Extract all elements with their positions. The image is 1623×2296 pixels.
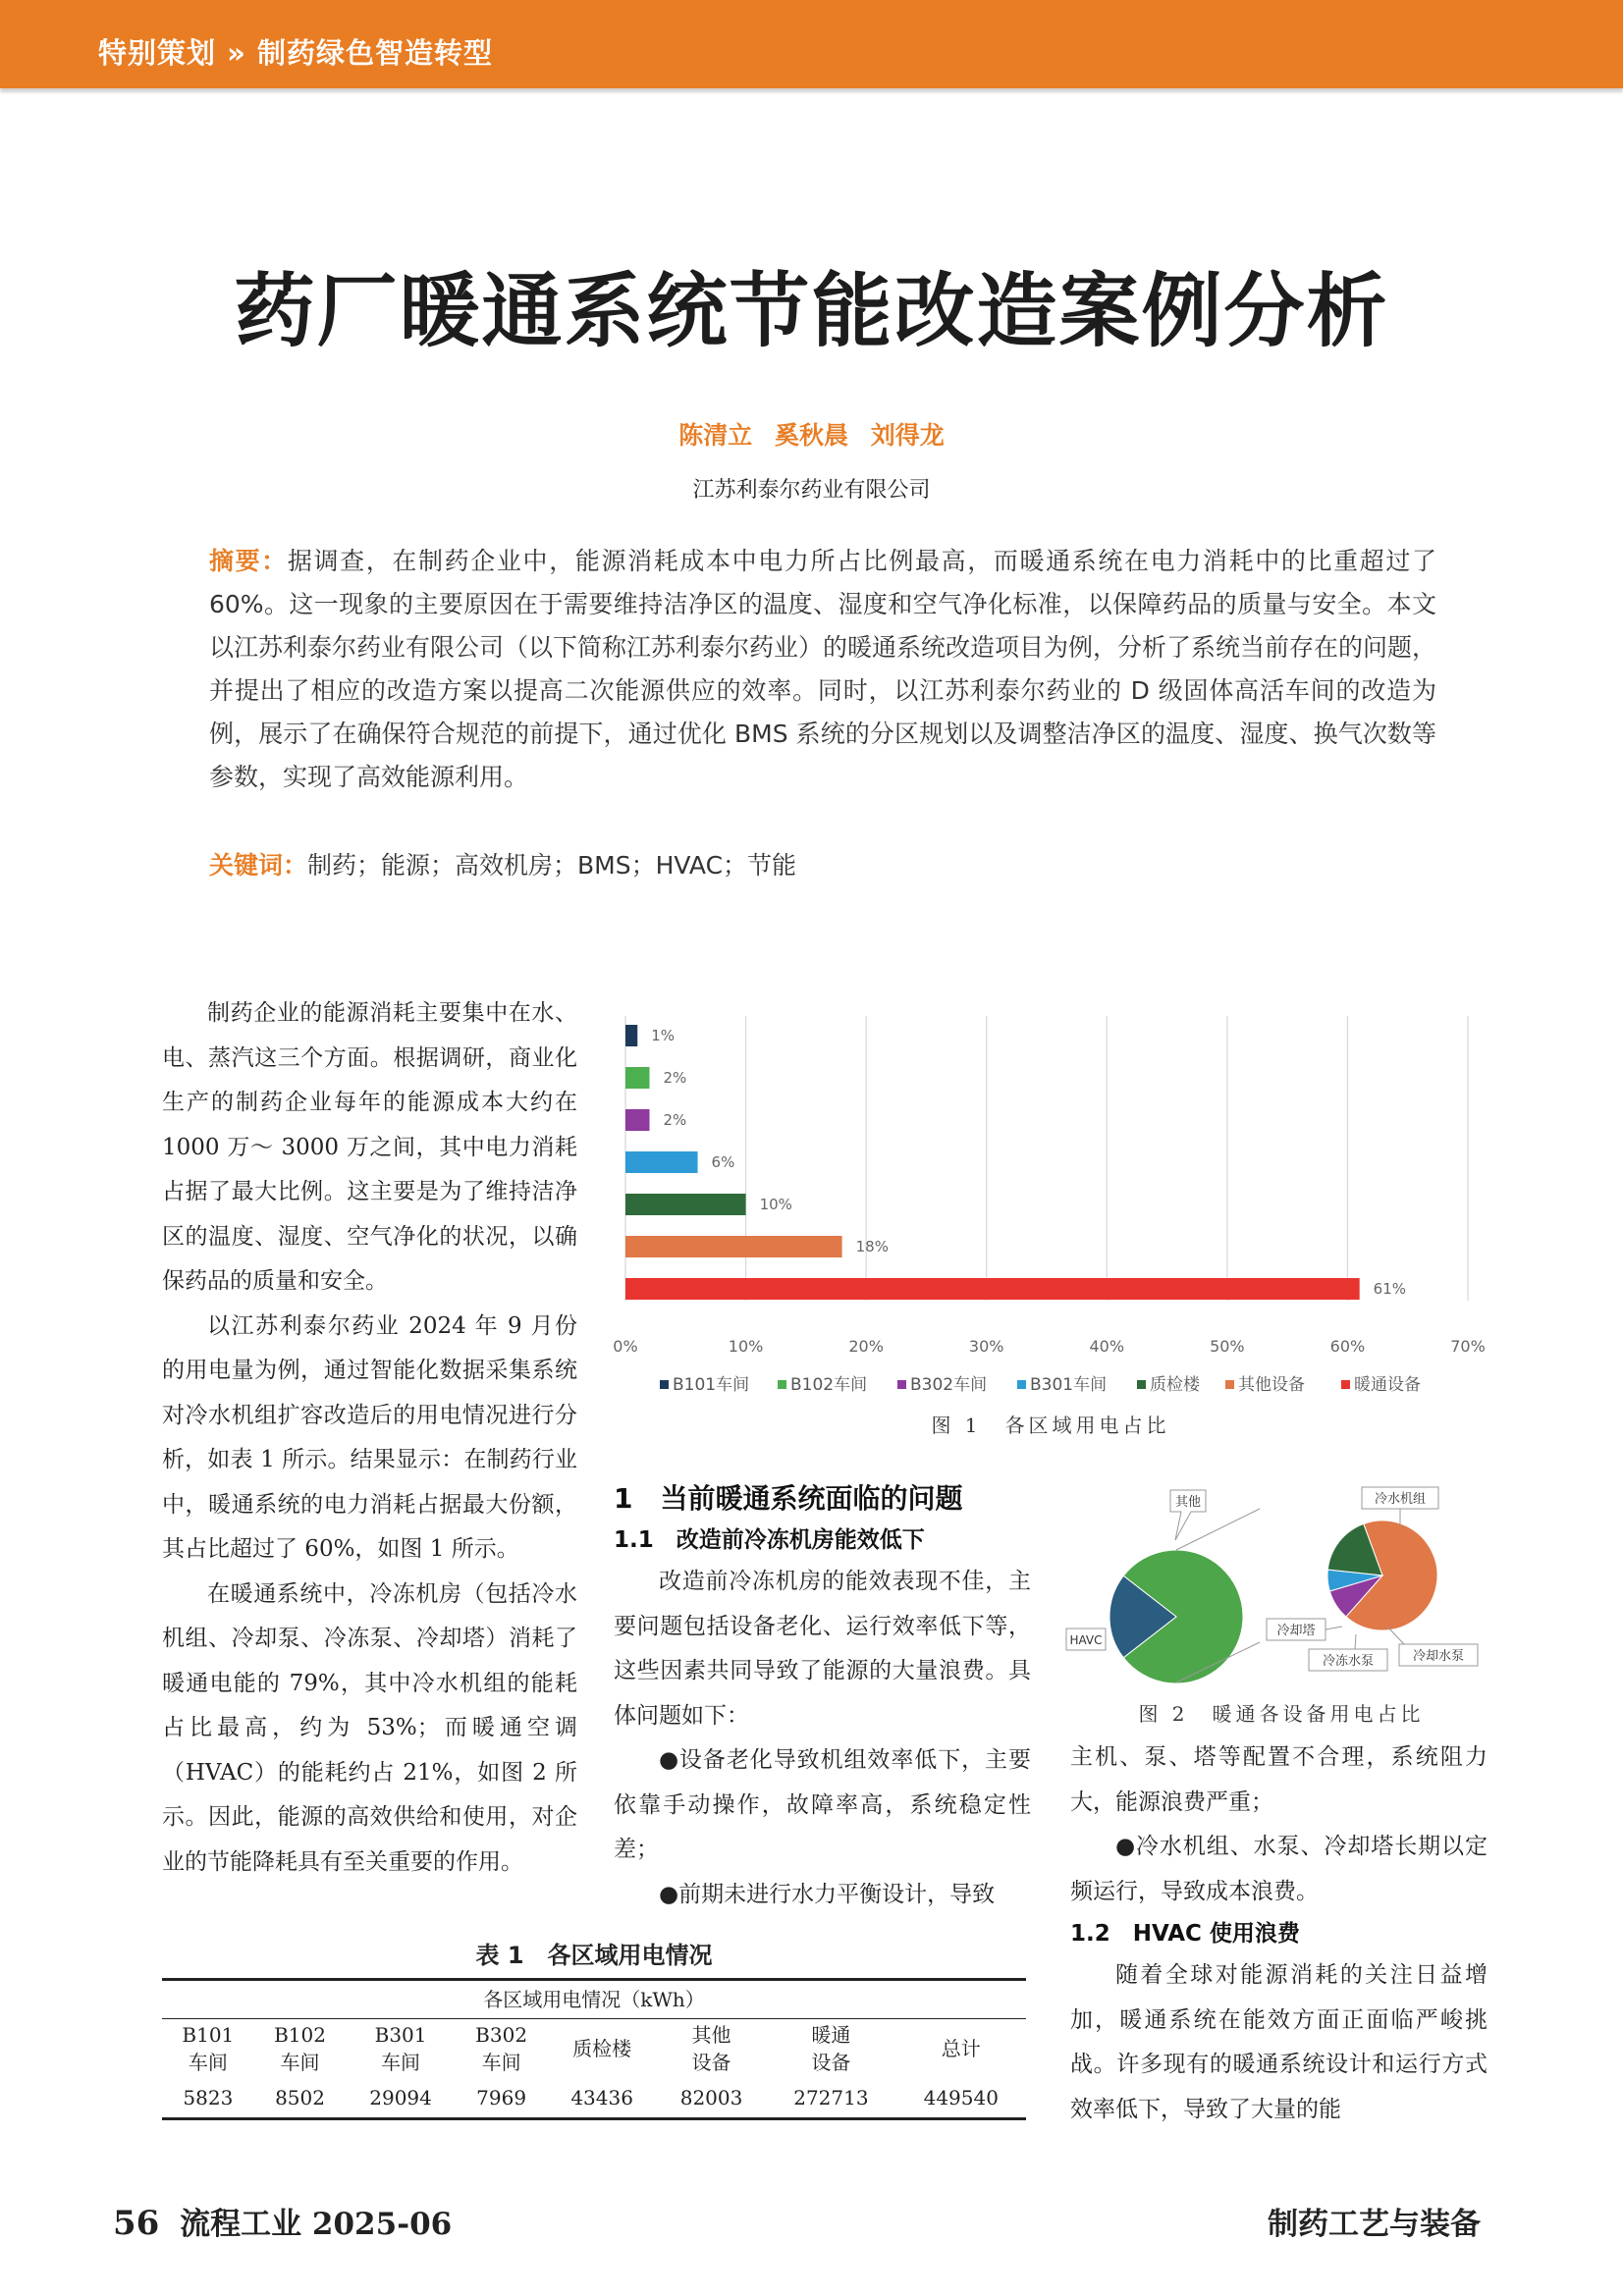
figure-2-caption: 图 2 暖通各设备用电占比 (1138, 1702, 1425, 1726)
table-header-cell: 各区域用电情况（kWh） (162, 1980, 1026, 2019)
author-name: 陈清立 (678, 421, 753, 450)
pie-label-other: 其他 (1174, 1495, 1202, 1510)
legend-swatch (1137, 1380, 1146, 1389)
abstract-label: 摘要： (209, 547, 288, 575)
body-paragraph: 制药企业的能源消耗主要集中在水、电、蒸汽这三个方面。根据调研，商业化生产的制药企业每年的能源成本大约在 1000 万～ 3000 万之间，其中电力消耗占据了最大比例。这主要是为了维持洁净区的温度、湿度、空气净化的状况，以确保药品的质量和安全。 (162, 1000, 577, 1294)
legend-swatch (778, 1380, 786, 1389)
body-column-1 (162, 991, 577, 1885)
journal-name: 流程工业 (180, 2207, 302, 2242)
bar (625, 1067, 650, 1089)
x-tick-label: 20% (848, 1337, 884, 1356)
keywords-label: 关键词： (209, 851, 308, 880)
section-1-heading: 1 当前暖通系统面临的问题 (614, 1482, 963, 1515)
bar-value-label: 10% (759, 1196, 792, 1213)
table-cell: 7969 (456, 2078, 548, 2119)
subsection-1-1-heading: 1.1 改造前冷冻机房能效低下 (614, 1527, 925, 1553)
pie-label-cooling-tower: 冷却塔 (1276, 1624, 1316, 1638)
bar-value-label: 2% (663, 1111, 687, 1129)
table-cell: 449540 (896, 2078, 1026, 2119)
table-cell: 5823 (162, 2078, 254, 2119)
abstract-text: 据调查，在制药企业中，能源消耗成本中电力所占比例最高，而暖通系统在电力消耗中的比重超过了 60%。这一现象的主要原因在于需要维持洁净区的温度、湿度和空气净化标准，以保障药品的质量与安全。本文以江苏利泰尔药业有限公司（以下简称江苏利泰尔药业）的暖通系统改造项目为例，分析了系统当前存在的问题，并提出了相应的改造方案以提高二次能源供应的效率。同时，以江苏利泰尔药业的 D 级固体高活车间的改造为例，展示了在确保符合规范的前提下，通过优化 BMS 系统的分区规划以及调整洁净区的温度、湿度、换气次数等参数，实现了高效能源利用。 (209, 547, 1437, 791)
x-tick-label: 10% (728, 1337, 764, 1356)
bullet-item: ●设备老化导致机组效率低下，主要依靠手动操作，故障率高，系统稳定性差； (614, 1747, 1031, 1862)
pie-label-cooling-pump: 冷却水泵 (1412, 1649, 1465, 1664)
table-1-title: 表 1 各区域用电情况 (475, 1942, 713, 1969)
legend-entry: 质检楼 (1150, 1375, 1200, 1395)
table-column-header: B301 车间 (374, 2023, 427, 2074)
table-column-row (162, 2019, 1026, 2079)
figure-1-bar-chart (609, 1006, 1492, 1409)
table-cell: 272713 (766, 2078, 895, 2119)
pie-label-chiller: 冷水机组 (1374, 1492, 1427, 1507)
body-paragraph: 以江苏利泰尔药业 2024 年 9 月份的用电量为例，通过智能化数据采集系统对冷水机组扩容改造后的用电情况进行分析，如表 1 所示。结果显示：在制药行业中，暖通系统的电力消耗占据最大份额，其占比超过了 60%，如图 1 所示。 (162, 1312, 577, 1562)
table-column-header: B102 车间 (274, 2023, 326, 2074)
x-tick-label: 50% (1210, 1337, 1245, 1356)
bar (625, 1109, 650, 1131)
body-paragraph: 随着全球对能源消耗的关注日益增加，暖通系统在能效方面正面临严峻挑战。许多现有的暖通系统设计和运行方式效率低下，导致了大量的能 (1070, 1962, 1488, 2122)
bar-value-label: 6% (711, 1153, 735, 1171)
bar (625, 1194, 746, 1215)
footer-right: 制药工艺与装备 (1268, 2207, 1481, 2242)
header-section: 特别策划 (98, 36, 217, 70)
bar-value-label: 61% (1373, 1280, 1407, 1298)
footer-left (113, 2199, 452, 2243)
issue-date: 2025-06 (311, 2207, 453, 2242)
body-column-3 (1070, 1735, 1488, 2132)
x-tick-label: 40% (1089, 1337, 1125, 1356)
page-number: 56 (113, 2204, 160, 2243)
bullet-item: ●冷水机组、水泵、冷却塔长期以定频运行，导致成本浪费。 (1070, 1834, 1488, 1904)
bar (625, 1278, 1360, 1300)
table-cell: 29094 (346, 2078, 455, 2119)
author-list (0, 416, 1623, 452)
pie-label-hvac: HAVC (1069, 1633, 1103, 1647)
legend-swatch (1017, 1380, 1026, 1389)
legend-entry: 暖通设备 (1354, 1375, 1421, 1395)
x-tick-label: 0% (613, 1337, 638, 1356)
section-header (0, 0, 1623, 88)
body-paragraph: 在暖通系统中，冷冻机房（包括冷水机组、冷却泵、冷冻泵、冷却塔）消耗了暖通电能的 79%，其中冷水机组的能耗占比最高，约为 53%；而暖通空调（HVAC）的能耗约占 21%，如图 2 所示。因此，能源的高效供给和使用，对企业的节能降耗具有至关重要的作用。 (162, 1580, 577, 1875)
body-paragraph: 改造前冷冻机房的能效表现不佳，主要问题包括设备老化、运行效率低下等，这些因素共同导致了能源的大量浪费。具体问题如下： (614, 1569, 1031, 1729)
article-title: 药厂暖通系统节能改造案例分析 (234, 265, 1389, 358)
table-cell: 43436 (547, 2078, 656, 2119)
header-separator: » (227, 36, 246, 70)
abstract (209, 540, 1436, 799)
legend-swatch (660, 1380, 669, 1389)
x-tick-label: 30% (968, 1337, 1004, 1356)
legend-entry: B301车间 (1030, 1375, 1108, 1395)
figure-1-caption: 图 1 各区域用电占比 (931, 1414, 1170, 1437)
legend-entry: B102车间 (790, 1375, 868, 1395)
bar (625, 1151, 698, 1173)
author-name: 奚秋晨 (774, 421, 848, 450)
legend-swatch (1225, 1380, 1234, 1389)
x-tick-label: 60% (1329, 1337, 1366, 1356)
table-column-header: 其他 设备 (691, 2023, 731, 2074)
table-column-header: B302 车间 (475, 2023, 528, 2074)
body-paragraph: 主机、泵、塔等配置不合理，系统阻力大，能源浪费严重； (1070, 1744, 1488, 1815)
bar-value-label: 18% (855, 1238, 889, 1255)
bar-value-label: 1% (651, 1027, 676, 1044)
table-row (162, 2078, 1026, 2119)
legend-entry: B101车间 (673, 1375, 750, 1395)
table-cell: 8502 (254, 2078, 347, 2119)
bar (625, 1236, 842, 1257)
bullet-item: ●前期未进行水力平衡设计，导致 (659, 1881, 996, 1907)
bar (625, 1025, 637, 1046)
x-tick-label: 70% (1450, 1337, 1486, 1356)
header-topic: 制药绿色智造转型 (256, 36, 493, 70)
legend-entry: B302车间 (910, 1375, 988, 1395)
affiliation: 江苏利泰尔药业有限公司 (692, 478, 931, 503)
legend-entry: 其他设备 (1238, 1375, 1305, 1395)
bar-value-label: 2% (663, 1069, 687, 1087)
section-header-text (98, 31, 493, 72)
table-column-header: B101 车间 (182, 2023, 235, 2074)
figure-2-pie-chart (1065, 1477, 1497, 1683)
table-column-header: 质检楼 (572, 2037, 632, 2060)
author-name: 刘得龙 (870, 421, 945, 450)
legend-swatch (1341, 1380, 1350, 1389)
table-1 (162, 1978, 1026, 2120)
legend-swatch (897, 1380, 906, 1389)
table-header-row (162, 1980, 1026, 2019)
pie-label-chilled-pump: 冷冻水泵 (1322, 1654, 1375, 1669)
subsection-1-2-heading: 1.2 HVAC 使用浪费 (1070, 1921, 1300, 1947)
table-column-header: 暖通 设备 (811, 2023, 851, 2074)
keywords-text: 制药；能源；高效机房；BMS；HVAC；节能 (307, 851, 797, 880)
table-column-header: 总计 (941, 2037, 981, 2060)
keywords (209, 846, 1436, 881)
body-column-2 (614, 1477, 1031, 1917)
table-cell: 82003 (657, 2078, 766, 2119)
